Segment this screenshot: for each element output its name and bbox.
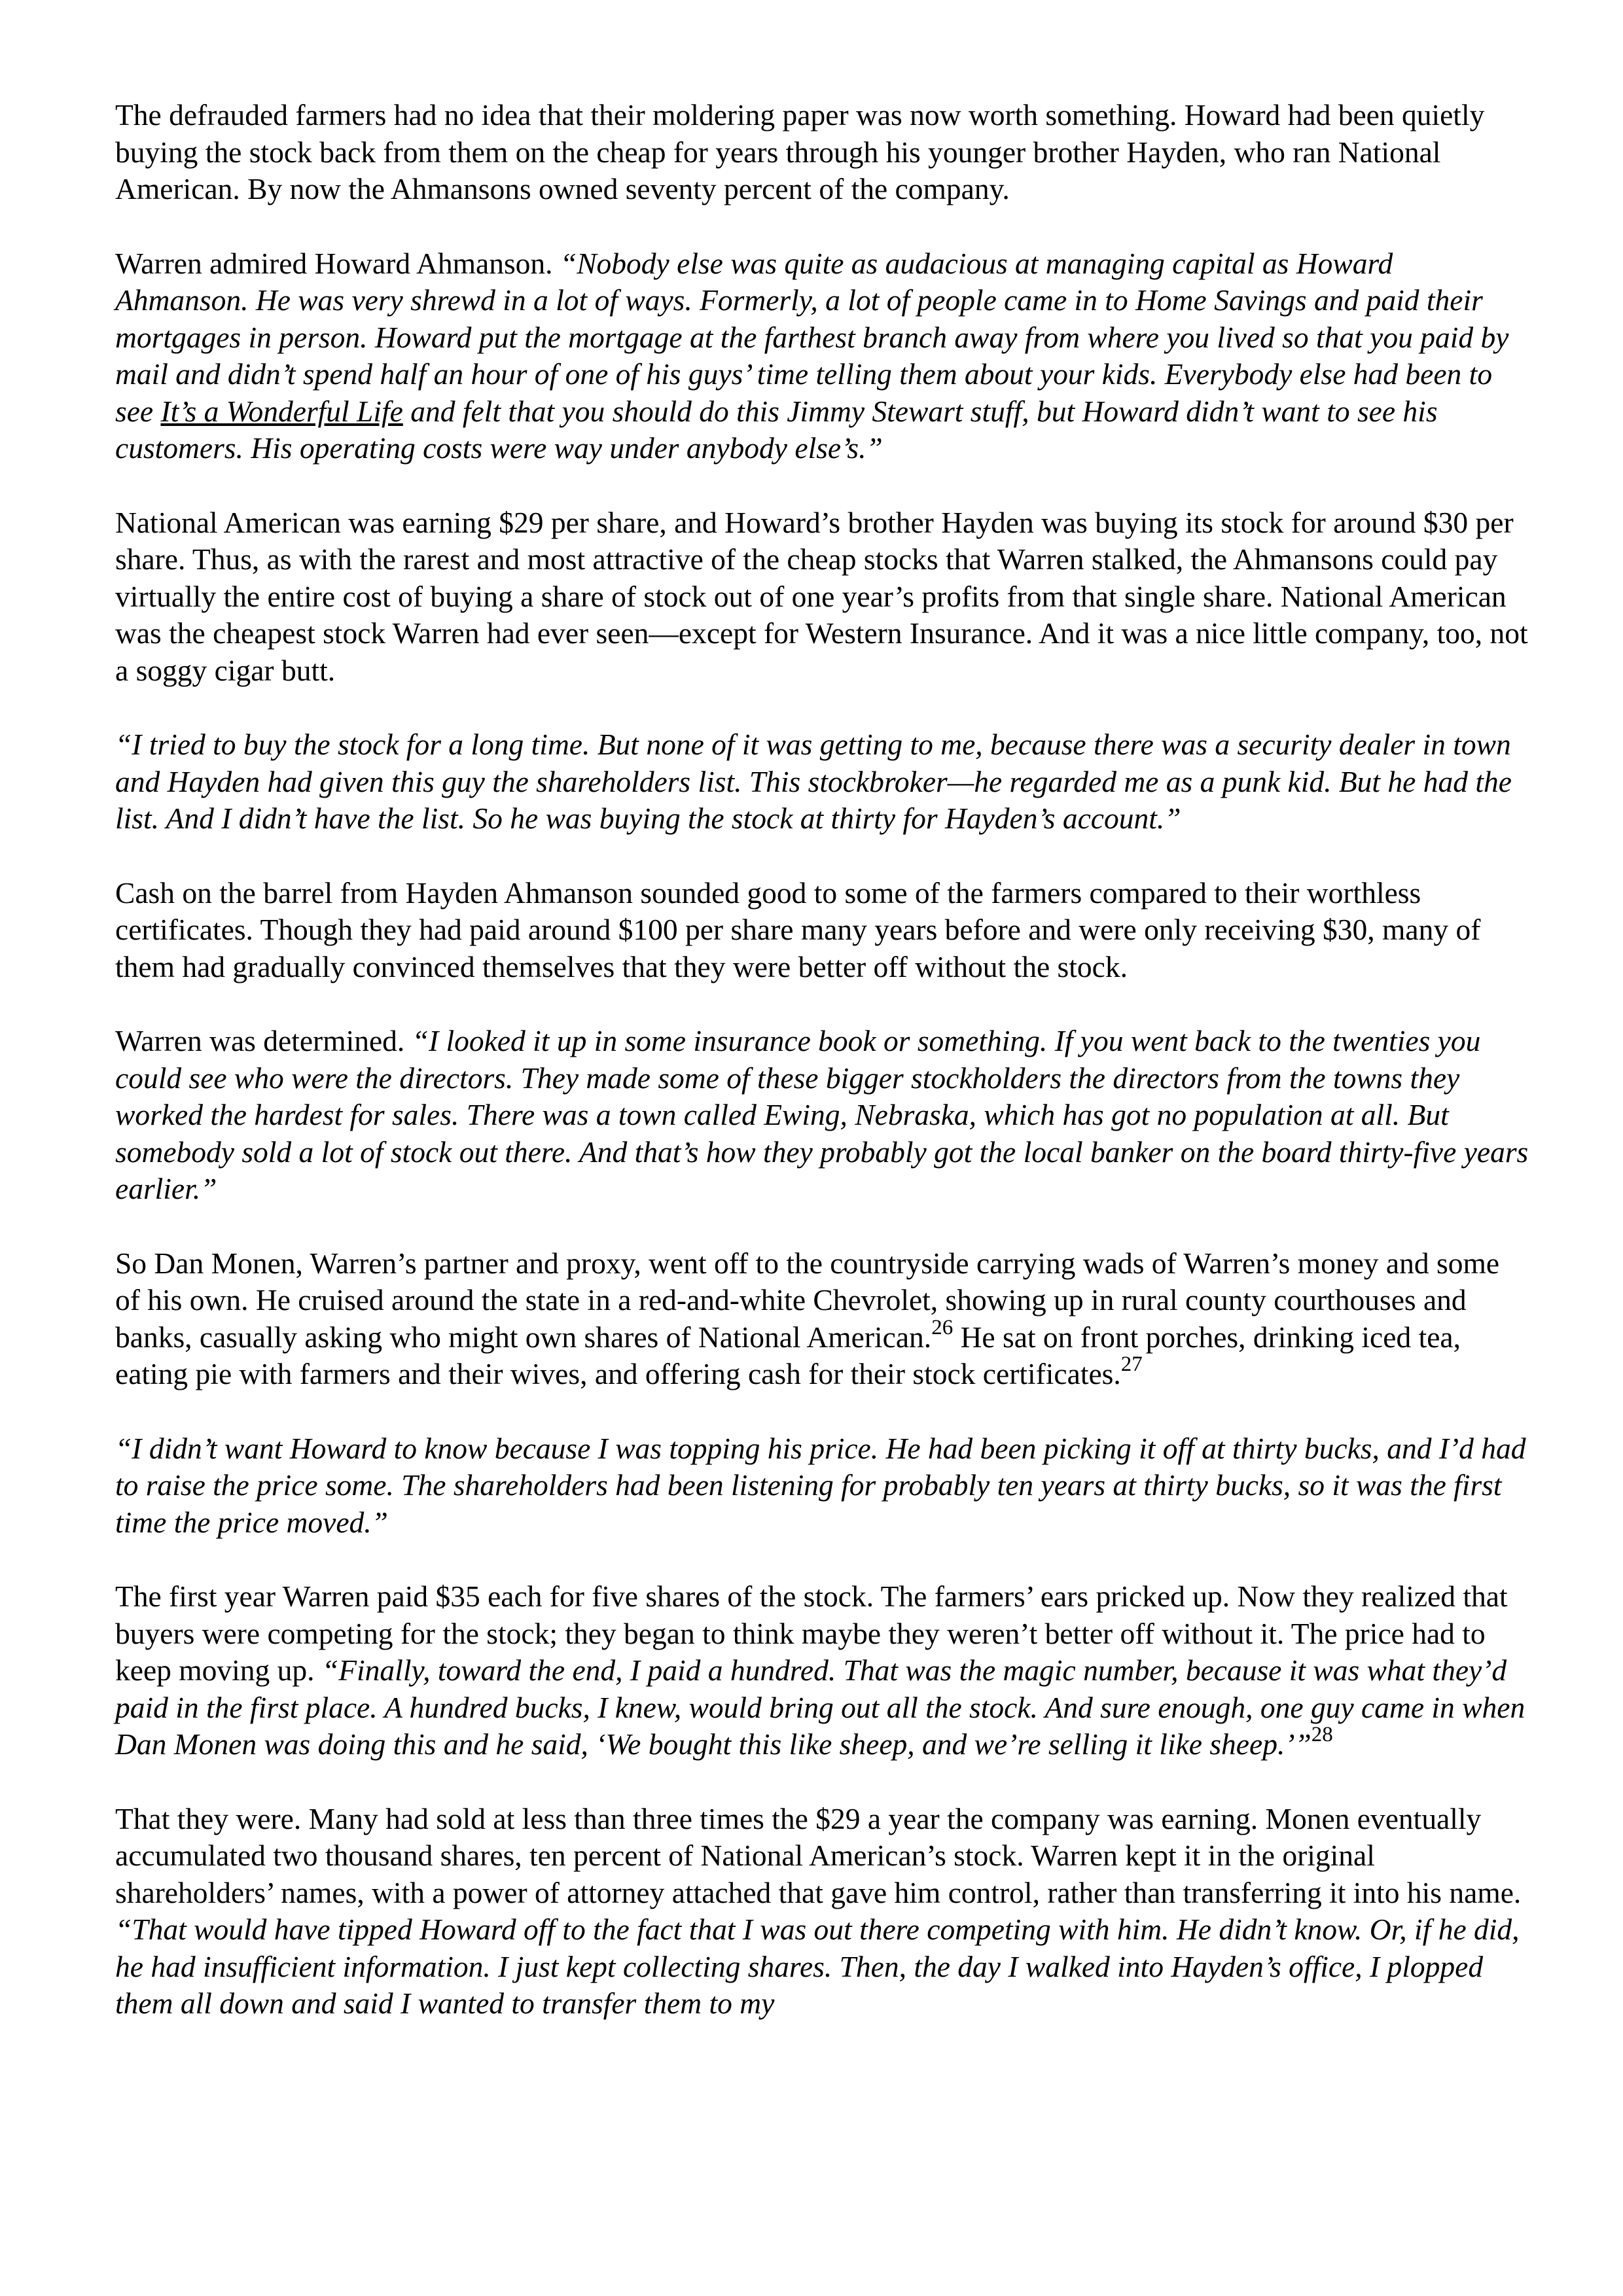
- paragraph-text: That they were. Many had sold at less than three times the $29 a year the company was earning. Monen eventually accumulated two thousand shares, ten percent of National American’s stock. Warren kept it in the original shareholders’ names, with a power of attorney attached that gave him control, rather than transferring it into his name.: [115, 1801, 1522, 1909]
- paragraph-2: [115, 245, 1529, 467]
- paragraph-text: The defrauded farmers had no idea that their moldering paper was now worth something. Howard had been quietly buying the stock back from them on the cheap for years through his younger brother Hayden, who ran National American. By now the Ahmansons owned seventy percent of the company.: [115, 98, 1485, 205]
- paragraph-4: [115, 726, 1529, 838]
- quote-text: “I looked it up in some insurance book or something. If you went back to the twenties you could see who were the directors. They made some of these bigger stockholders the directors from the towns they worked the hardest for sales. There was a town called Ewing, Nebraska, which has got no population at all. But somebody sold a lot of stock out there. And that’s how they probably got the local banker on the board thirty-five years earlier.”: [115, 1024, 1529, 1205]
- paragraph-1: [115, 97, 1529, 208]
- paragraph-text: National American was earning $29 per share, and Howard’s brother Hayden was buying its stock for around $30 per share. Thus, as with the rarest and most attractive of the cheap stocks that Warren stalked, the Ahmansons could pay virtually the entire cost of buying a share of stock out of one year’s profits from that single share. National American was the cheapest stock Warren had ever seen—except for Western Insurance. And it was a nice little company, too, not a soggy cigar butt.: [115, 505, 1528, 687]
- paragraph-text: The first year Warren paid $35 each for five shares of the stock. The farmers’ ears pricked up. Now they realized that buyers were competing for the stock; they began to think maybe they weren’t better off without it. The price had to keep moving up.: [115, 1580, 1508, 1687]
- quote-text: “Finally, toward the end, I paid a hundred. That was the magic number, because it was what they’d paid in the first place. A hundred bucks, I knew, would bring out all the stock. And sure enough, one guy came in when Dan Monen was doing this and he said, ‘We bought this like sheep, and we’re selling it like sheep.’”: [115, 1653, 1525, 1761]
- paragraph-3: [115, 504, 1529, 690]
- paragraph-text: So Dan Monen, Warren’s partner and proxy, went off to the countryside carrying wads of Warren’s money and some of his own. He cruised around the state in a red-and-white Chevrolet, showing up in rural county courthouses and banks, casually asking who might own shares of National American.: [115, 1246, 1500, 1354]
- paragraph-6: [115, 1023, 1529, 1208]
- footnote-marker: 27: [1120, 1352, 1143, 1376]
- paragraph-text: Warren admired Howard Ahmanson.: [115, 246, 560, 280]
- paragraph-text: Warren was determined.: [115, 1024, 412, 1057]
- paragraph-text: He sat on front porches, drinking iced tea, eating pie with farmers and their wives, and offering cash for their stock certificates.: [115, 1320, 1461, 1390]
- footnote-marker: 28: [1311, 1723, 1333, 1746]
- document-page: [115, 97, 1529, 2060]
- paragraph-8: [115, 1430, 1529, 1542]
- quote-text: and felt that you should do this Jimmy Stewart stuff, but Howard didn’t want to see his customers. His operating costs were way under anybody else’s.”: [115, 394, 1438, 465]
- paragraph-10: [115, 1801, 1529, 2022]
- quote-text: “I didn’t want Howard to know because I was topping his price. He had been picking it off at thirty bucks, and I’d had to raise the price some. The shareholders had been listening for probably ten years at thirty bucks, so it was the first time the price moved.”: [115, 1431, 1526, 1539]
- quote-text: “Nobody else was quite as audacious at managing capital as Howard Ahmanson. He was very shrewd in a lot of ways. Formerly, a lot of people came in to Home Savings and paid their mortgages in person. Howard put the mortgage at the farthest branch away from where you lived so that you paid by mail and didn’t spend half an hour of one of his guys’ time telling them about your kids. Everybody else had been to see: [115, 246, 1509, 428]
- paragraph-7: [115, 1245, 1529, 1393]
- quote-text: “That would have tipped Howard off to the fact that I was out there competing with him. He didn’t know. Or, if he did, he had insufficient information. I just kept collecting shares. Then, the day I walked into Hayden’s office, I plopped them all down and said I wanted to transfer them to my: [115, 1913, 1520, 2020]
- footnote-marker: 26: [931, 1315, 954, 1339]
- paragraph-text: Cash on the barrel from Hayden Ahmanson sounded good to some of the farmers compared to their worthless certificates. Though they had paid around $100 per share many years before and were only receiving $30, many of them had gradually convinced themselves that they were better off without the stock.: [115, 875, 1481, 983]
- quote-text: “I tried to buy the stock for a long time. But none of it was getting to me, because there was a security dealer in town and Hayden had given this guy the shareholders list. This stockbroker—he regarded me as a punk kid. But he had the list. And I didn’t have the list. So he was buying the stock at thirty for Hayden’s account.”: [115, 728, 1512, 835]
- paragraph-5: [115, 875, 1529, 986]
- paragraph-9: [115, 1578, 1529, 1763]
- film-title: It’s a Wonderful Life: [160, 394, 403, 428]
